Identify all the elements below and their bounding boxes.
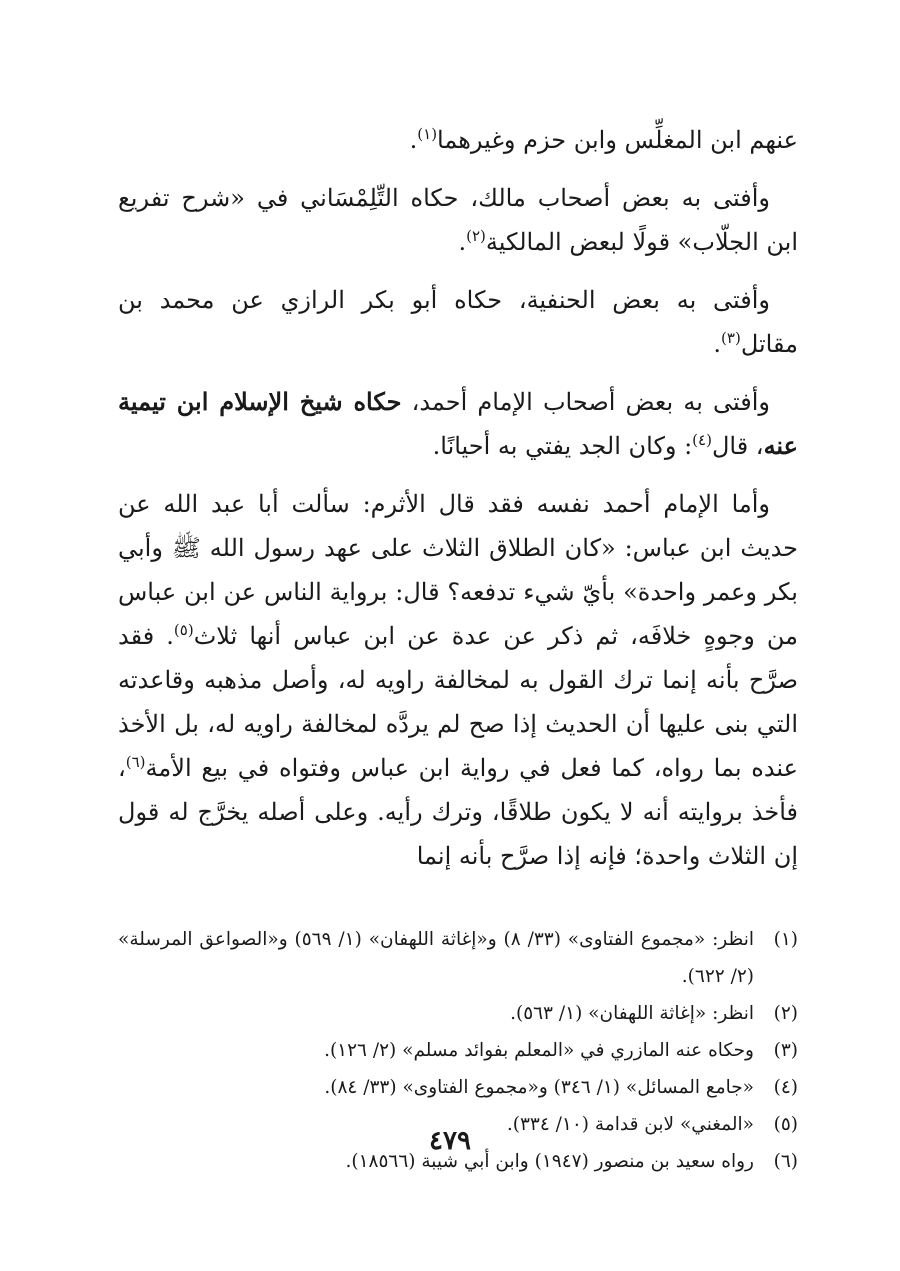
footnote-item [118, 1069, 798, 1106]
text-segment: عنهم ابن المغلِّس وابن حزم وغيرهما [437, 126, 798, 154]
footnote-text: رواه سعيد بن منصور (١٩٤٧) وابن أبي شيبة (١٨٥٦٦). [345, 1151, 754, 1172]
footnote-number: (٥) [773, 1114, 798, 1135]
footnote-text: «المغني» لابن قدامة (١٠/ ٣٣٤). [506, 1114, 754, 1135]
text-segment: وأفتى به بعض الحنفية، حكاه أبو بكر الرازي عن محمد بن مقاتل [118, 286, 798, 358]
paragraph [118, 278, 798, 366]
text-segment: . [458, 228, 467, 256]
text-segment: وأفتى به بعض أصحاب الإمام أحمد، [401, 388, 770, 416]
footnote-ref: (٥) [173, 621, 194, 639]
footnote-text: انظر: «إغاثة اللهفان» (١/ ٥٦٣). [510, 1003, 754, 1024]
text-segment: ، قال [711, 432, 764, 460]
paragraph [118, 176, 798, 264]
text-segment: : وكان الجد يفتي به أحيانًا. [432, 432, 693, 460]
text-segment: وأما الإمام أحمد نفسه فقد قال الأثرم: سألت أبا عبد الله عن حديث ابن عباس: «كان الطلاق الثلاث على عهد رسول الله ﷺ وأبي بكر وعمر واحدة» بأيّ شيء تدفعه؟ قال: برواية الناس عن ابن عباس من وجوهٍ خلافَه، ثم ذكر عن عدة عن ابن عباس أنها ثلاث [118, 490, 799, 650]
page-number: ٤٧٩ [429, 1126, 471, 1156]
footnote-number: (١) [773, 929, 798, 950]
footnote-ref: (٢) [466, 227, 486, 245]
footnote-number: (٦) [773, 1151, 798, 1172]
footnote-number: (٣) [773, 1040, 798, 1061]
page [118, 118, 798, 1180]
footnote-text: «جامع المسائل» (١/ ٣٤٦) و«مجموع الفتاوى» (٣٣/ ٨٤). [324, 1077, 754, 1098]
emphasized-text: حكاه شيخ الإسلام ابن تيمية عنه [118, 387, 798, 460]
main-text [118, 118, 798, 878]
footnote-ref: (١) [417, 125, 438, 143]
footnote-ref: (٤) [692, 431, 712, 449]
footnote-text: انظر: «مجموع الفتاوى» (٣٣/ ٨) و«إغاثة اللهفان» (١/ ٥٦٩) و«الصواعق المرسلة» (٢/ ٦٢٢). [118, 929, 754, 987]
footnote-number: (٢) [773, 1003, 798, 1024]
paragraph [118, 482, 798, 878]
text-segment: وأفتى به بعض أصحاب مالك، حكاه التِّلِمْسَاني في «شرح تفريع ابن الجلّاب» قولًا لبعض المالكية [118, 184, 798, 256]
paragraph [118, 118, 798, 162]
footnote-text: وحكاه عنه المازري في «المعلم بفوائد مسلم» (٢/ ١٢٦). [324, 1040, 754, 1061]
footnote-ref: (٦) [125, 753, 146, 771]
footnote-number: (٤) [773, 1077, 798, 1098]
footnote-ref: (٣) [721, 329, 741, 347]
paragraph [118, 380, 798, 468]
text-segment: ، فأخذ بروايته أنه لا يكون طلاقًا، وترك رأيه. وعلى أصله يخرَّج له قول إن الثلاث واحدة؛ فإنه إذا صرَّح بأنه إنما [118, 754, 798, 870]
footnote-item [118, 921, 798, 995]
footnote-item [118, 995, 798, 1032]
text-segment: . [409, 126, 418, 154]
text-segment: . فقد صرَّح بأنه إنما ترك القول به لمخالفة راويه له، وأصل مذهبه وقاعدته التي بنى عليها أن الحديث إذا صح لم يردَّه لمخالفة راويه له، بل الأخذ عنده بما رواه، كما فعل في رواية ابن عباس وفتواه في بيع الأمة [118, 622, 798, 782]
footnote-item [118, 1032, 798, 1069]
text-segment: . [713, 330, 722, 358]
